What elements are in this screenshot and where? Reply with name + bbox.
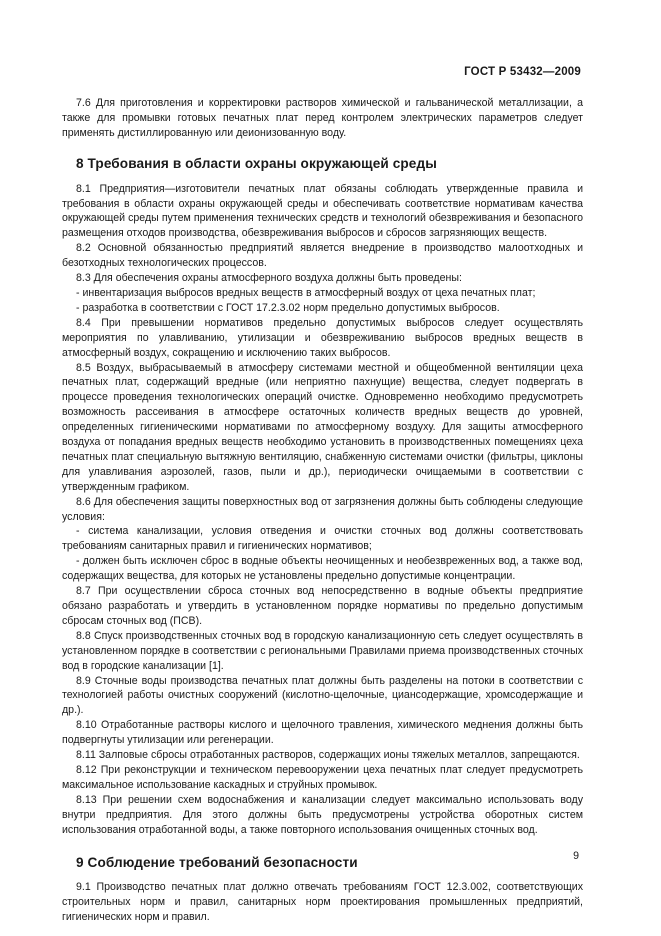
paragraph-8-6: 8.6 Для обеспечения защиты поверхностных вод от загрязнения должны быть соблюдены следующие условия: <box>62 495 583 523</box>
section-8-heading: 8 Требования в области охраны окружающей среды <box>76 155 437 171</box>
page-number: 9 <box>573 850 579 862</box>
document-header-id: ГОСТ Р 53432—2009 <box>464 66 581 78</box>
paragraph-8-7: 8.7 При осуществлении сброса сточных вод непосредственно в водные объекты предприятие обязано разработать и утвердить в установленном порядке нормативы по предельно допустимым сбросам сточных вод (ПСВ). <box>62 585 583 627</box>
paragraph-8-2: 8.2 Основной обязанностью предприятий является внедрение в производство малоотходных и безотходных технологических процессов. <box>62 242 583 270</box>
list-item: - инвентаризация выбросов вредных веществ в атмосферный воздух от цеха печатных плат; <box>76 286 536 299</box>
list-item: - система канализации, условия отведения и очистки сточных вод должны соответствовать требованиям санитарных правил и гигиенических нормативов; <box>62 525 583 553</box>
list-item: - должен быть исключен сброс в водные объекты неочищенных и необезвреженных вод, а также вод, содержащих вещества, для которых не установлены предельно допустимые концентрации. <box>62 555 583 583</box>
paragraph-8-9: 8.9 Сточные воды производства печатных плат должны быть разделены на потоки в соответствии с технологией работы очистных сооружений (кислотно-щелочные, циансодержащие, хромсодержащие и др.). <box>62 674 583 717</box>
paragraph-8-5: 8.5 Воздух, выбрасываемый в атмосферу системами местной и общеобменной вентиляции цеха печатных плат, содержащий вредные (или неприятно пахнущие) вещества, следует подвергать в процессе проведения технологических операций очистке. Одновременно необходимо предусмотреть возможность рассеивания в атмосфере остаточных количеств вредных веществ до уровней, определенных гигиеническими нормативами по атмосферному воздуху. Для защиты атмосферного воздуха от попадания вредных веществ необходимо установить в производственных помещениях цеха печатных плат специальную вытяжную вентиляцию, снабженную системами очистки (фильтры, циклоны для улавливания аэрозолей, газов, пыли и др.), периодически очищаемыми в соответствии с утвержденным графиком. <box>62 361 583 493</box>
paragraph-8-10: 8.10 Отработанные растворы кислого и щелочного травления, химического меднения должны быть подвергнуты утилизации или регенерации. <box>62 719 583 747</box>
page-content <box>62 96 583 925</box>
list-item: - разработка в соответствии с ГОСТ 17.2.3.02 норм предельно допустимых выбросов. <box>76 301 500 314</box>
paragraph-8-8: 8.8 Спуск производственных сточных вод в городскую канализационную сеть следует осуществлять в установленном порядке в соответствии с региональными Правилами приема производственных сточных вод в городские канализации [1]. <box>62 629 583 672</box>
paragraph-8-3: 8.3 Для обеспечения охраны атмосферного воздуха должны быть проведены: <box>76 272 462 285</box>
paragraph-8-11: 8.11 Залповые сбросы отработанных растворов, содержащих ионы тяжелых металлов, запрещаются. <box>76 749 580 762</box>
paragraph-9-1: 9.1 Производство печатных плат должно отвечать требованиям ГОСТ 12.3.002, соответствующих строительных норм и правил, санитарных норм проектирования промышленных предприятий, гигиенических норм и правил. <box>62 881 583 924</box>
paragraph-7-6: 7.6 Для приготовления и корректировки растворов химической и гальванической металлизации, а также для промывки готовых печатных плат перед контролем электрических параметров следует применять дистиллированную или деионизованную воду. <box>62 97 583 139</box>
paragraph-8-1: 8.1 Предприятия—изготовители печатных плат обязаны соблюдать утвержденные правила и требования в области охраны окружающей среды и обеспечивать соответствие нормативам качества окружающей среды путем применения технических средств и технологий обезвреживания и безопасного размещения отходов производства, обезвреживания выбросов и сбросов загрязняющих веществ. <box>62 182 583 240</box>
paragraph-8-4: 8.4 При превышении нормативов предельно допустимых выбросов следует осуществлять мероприятия по улавливанию, утилизации и обезвреживанию выбросов вредных веществ в атмосферный воздух, сокращению и исключению таких выбросов. <box>62 316 583 359</box>
section-9-heading: 9 Соблюдение требований безопасности <box>76 854 358 870</box>
paragraph-8-13: 8.13 При решении схем водоснабжения и канализации следует максимально использовать воду внутри предприятия. Для этого должны быть предусмотрены устройства оборотных систем использования отработанной воды, а также повторного использования очищенных сточных вод. <box>62 793 583 836</box>
paragraph-8-12: 8.12 При реконструкции и техническом перевооружении цеха печатных плат следует предусмотреть максимальное использование каскадных и струйных промывок. <box>62 763 583 791</box>
